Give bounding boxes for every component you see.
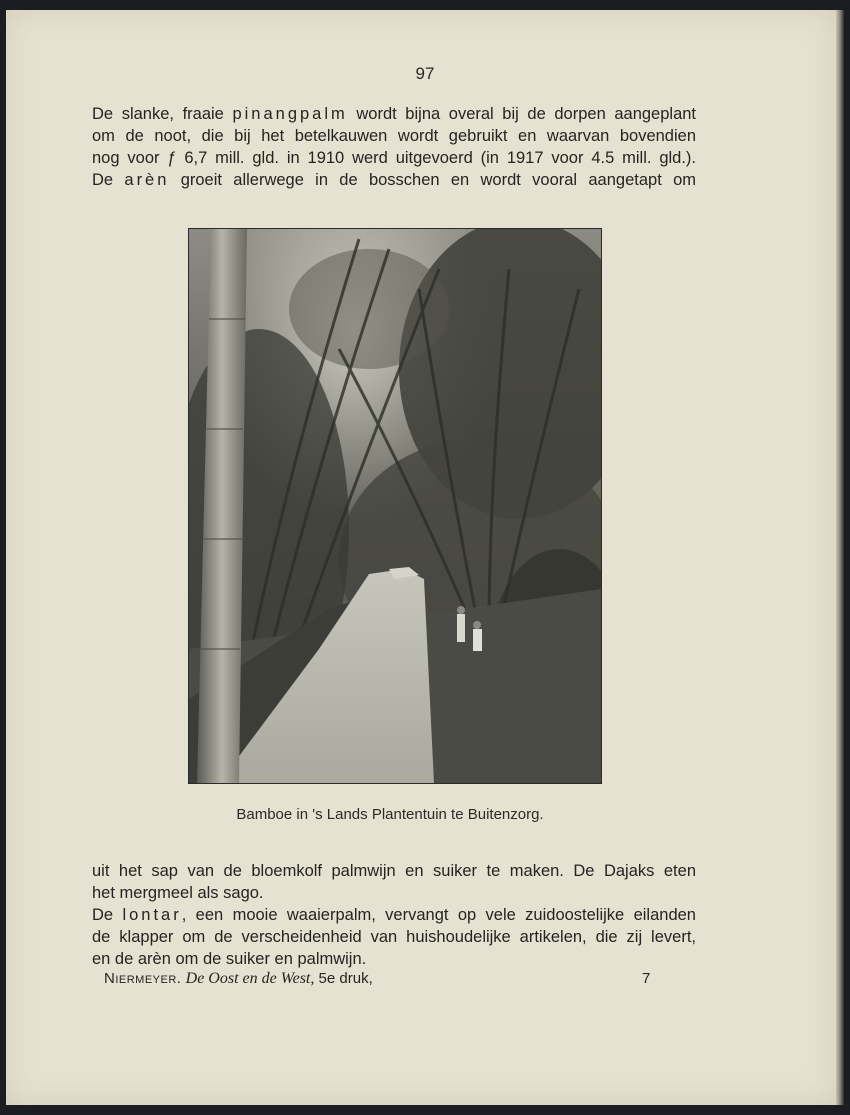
figure-caption: Bamboe in 's Lands Plantentuin te Buitenzorg. <box>236 806 544 823</box>
footer-author: Niermeyer. <box>104 970 182 987</box>
emphasized-term: lontar <box>122 906 182 924</box>
text-line: De lontar, een mooie waaierpalm, vervangt op vele zuidoostelijke eilanden <box>92 906 696 924</box>
top-paragraph <box>92 103 696 191</box>
signature-footer <box>104 970 664 988</box>
page-number: 97 <box>415 64 435 83</box>
emphasized-term: arèn <box>124 171 170 189</box>
footer-title: De Oost en de West, <box>185 970 315 987</box>
text-line: De slanke, fraaie pinangpalm wordt bijna overal bij de dorpen aangeplant <box>92 105 697 123</box>
text-line: en de arèn om de suiker en palmwijn. <box>92 950 367 968</box>
footer-edition: 5e druk, <box>318 970 373 987</box>
sheet-number: 7 <box>642 970 651 987</box>
emphasized-term: pinangpalm <box>232 105 348 123</box>
text-line: om de noot, die bij het betelkauwen wordt gebruikt en waarvan bovendien <box>92 127 696 145</box>
text-line: uit het sap van de bloemkolf palmwijn en suiker te maken. De Dajaks eten <box>92 862 696 880</box>
bamboo-photograph <box>188 228 602 784</box>
text-line: het mergmeel als sago. <box>92 884 264 902</box>
text-line: De arèn groeit allerwege in de bosschen en wordt vooral aangetapt om <box>92 171 696 189</box>
page-edge <box>836 10 844 1105</box>
photo-illustration <box>189 229 601 783</box>
text-line: nog voor ƒ 6,7 mill. gld. in 1910 werd uitgevoerd (in 1917 voor 4.5 mill. gld.). <box>92 149 696 167</box>
text-line: de klapper om de verscheidenheid van huishoudelijke artikelen, die zij levert, <box>92 928 696 946</box>
bottom-paragraph <box>92 860 696 970</box>
